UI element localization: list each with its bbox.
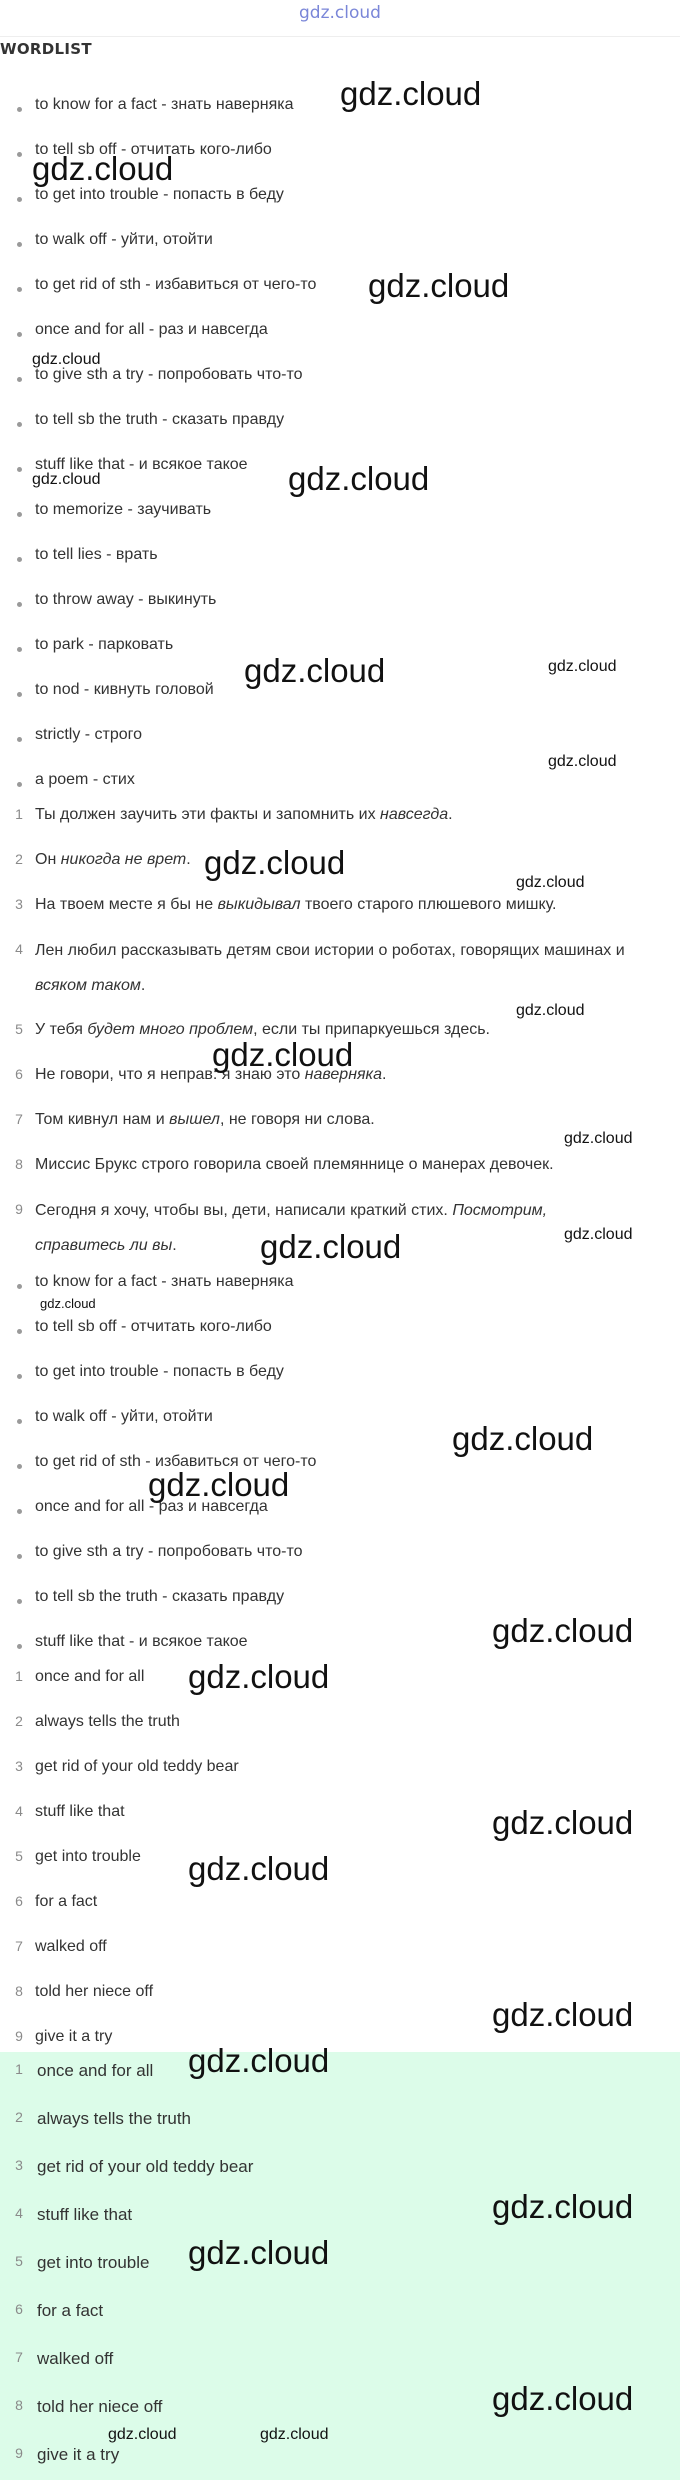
watermark: gdz.cloud xyxy=(40,1296,96,1311)
watermark: gdz.cloud xyxy=(516,874,585,891)
bullet-icon xyxy=(17,1284,22,1289)
bullet-icon xyxy=(17,1374,22,1379)
watermark: gdz.cloud xyxy=(260,1228,402,1265)
watermark: gdz.cloud xyxy=(548,658,617,675)
bullet-icon xyxy=(17,1644,22,1649)
watermark: gdz.cloud xyxy=(452,1420,594,1457)
bullet-icon xyxy=(17,242,22,247)
bullet-icon xyxy=(17,602,22,607)
bullet-icon xyxy=(17,152,22,157)
site-header xyxy=(0,0,680,37)
bullet-icon xyxy=(17,287,22,292)
bullet-icon xyxy=(17,107,22,112)
watermark: gdz.cloud xyxy=(244,652,386,689)
watermark: gdz.cloud xyxy=(188,1658,330,1695)
watermark: gdz.cloud xyxy=(368,267,510,304)
watermark: gdz.cloud xyxy=(492,2380,634,2417)
watermark: gdz.cloud xyxy=(188,2042,330,2079)
watermark: gdz.cloud xyxy=(32,471,101,488)
bullet-icon xyxy=(17,557,22,562)
bullet-icon xyxy=(17,332,22,337)
watermark: gdz.cloud xyxy=(564,1226,633,1243)
bullet-icon xyxy=(17,782,22,787)
bullet-icon xyxy=(17,1464,22,1469)
watermark: gdz.cloud xyxy=(564,1130,633,1147)
bullet-icon xyxy=(17,1554,22,1559)
watermark: gdz.cloud xyxy=(188,2234,330,2271)
watermark: gdz.cloud xyxy=(260,2426,329,2443)
bullet-icon xyxy=(17,1509,22,1514)
watermark: gdz.cloud xyxy=(212,1036,354,1073)
watermark: gdz.cloud xyxy=(288,460,430,497)
bullet-icon xyxy=(17,692,22,697)
watermark: gdz.cloud xyxy=(492,2188,634,2225)
bullet-icon xyxy=(17,467,22,472)
watermark: gdz.cloud xyxy=(516,1002,585,1019)
bullet-icon xyxy=(17,647,22,652)
watermark: gdz.cloud xyxy=(492,1996,634,2033)
bullet-icon xyxy=(17,512,22,517)
bullet-icon xyxy=(17,197,22,202)
watermark: gdz.cloud xyxy=(32,150,174,187)
site-logo[interactable]: gdz.cloud xyxy=(299,3,381,23)
watermark: gdz.cloud xyxy=(492,1804,634,1841)
watermark: gdz.cloud xyxy=(188,1850,330,1887)
watermark: gdz.cloud xyxy=(32,351,101,368)
watermark: gdz.cloud xyxy=(548,753,617,770)
watermark: gdz.cloud xyxy=(492,1612,634,1649)
watermark: gdz.cloud xyxy=(204,844,346,881)
bullet-icon xyxy=(17,1329,22,1334)
bullet-icon xyxy=(17,377,22,382)
answers-highlight-block: 1 once and for all 2 always tells the truth 3 get rid of your old teddy bear 4 stuff like that 5 get into trouble 6 for a fact 7 walked off 8 told her niece off 9 give it a try xyxy=(0,2052,680,2480)
bullet-icon xyxy=(17,422,22,427)
bullet-icon xyxy=(17,1419,22,1424)
watermark: gdz.cloud xyxy=(148,1466,290,1503)
watermark: gdz.cloud xyxy=(340,75,482,112)
section-title: WORDLIST xyxy=(0,40,92,58)
watermark: gdz.cloud xyxy=(108,2426,177,2443)
bullet-icon xyxy=(17,737,22,742)
bullet-icon xyxy=(17,1599,22,1604)
